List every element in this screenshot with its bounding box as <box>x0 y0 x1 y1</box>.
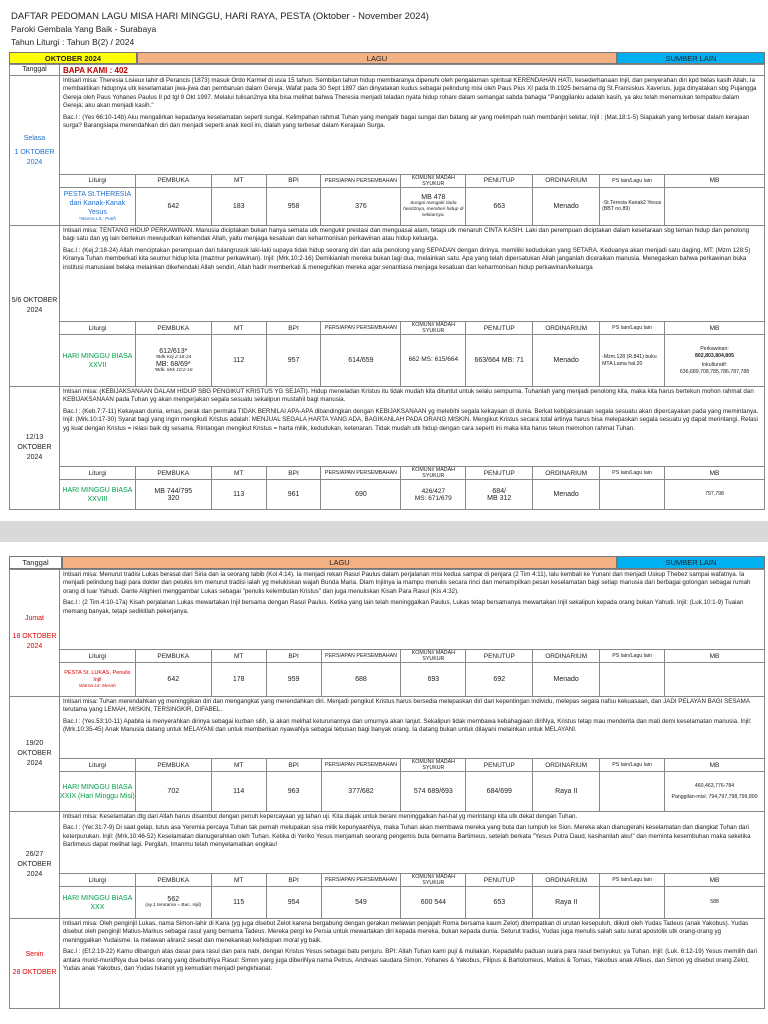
bpi-value: 963 <box>266 772 321 812</box>
month-label: OKTOBER 2024 <box>9 52 137 64</box>
persiapan-value: 688 <box>321 663 401 697</box>
penutup-value-2: MB 312 <box>487 494 512 502</box>
date-value: 19/20 OKTOBER 2024 <box>17 740 52 767</box>
komuni-header: KOMUNI/ MADAH SYUKUR <box>401 174 466 187</box>
entry-text <box>59 226 764 322</box>
entry-date <box>10 570 60 697</box>
pembuka-value: 642 <box>135 663 211 697</box>
song-header-row <box>10 467 765 480</box>
komuni-header: KOMUNI/ MADAH SYUKUR <box>401 467 466 480</box>
bpi-value: 959 <box>266 663 321 697</box>
mb-cell <box>664 335 764 387</box>
intisari-misa: Intisari misa: Oleh penginjil Lukas, nama Simon-lahir di Kana (yg juga disebut Zelot karena bergabung dengan gerakan melawan penjajah Roma bersama kaum Zelot) ditempatkan di urutan kesepuluh, diikuti oleh Yudas Tadeus (anak Yakobus). Yudas disebut oleh penginjil Matius-Markus sebagai rasul yang bernama Tadeus. Mereka pergi ke Persia untuk mewartakan diri kepada mereka, bukan kepada dunia. Seturut tradisi, Yudas juga menulis salah satu surat apostolik utk orang-orang yg meninggalkan Yudaisme. Ia melawan aliran2 sesat dan menekankan kehidupan moral yg baik. <box>62 920 749 944</box>
date-day: Senin <box>25 950 44 958</box>
mb-header: MB <box>664 467 764 480</box>
liturgi-header: Liturgi <box>59 174 135 187</box>
liturgi-cell <box>59 663 135 697</box>
liturgical-year: Tahun Liturgi : Tahun B(2) / 2024 <box>11 37 135 47</box>
ordinarium-header: ORDINARIUM <box>533 759 600 772</box>
entry-date <box>10 76 60 226</box>
penutup-cell <box>466 480 533 510</box>
liturgi-header: Liturgi <box>59 650 135 663</box>
song-header-row <box>10 174 765 187</box>
bacaan: Bac.I : (Kej.2:18-24) Allah menciptakan perempuan dari tulangrusuk laki-laki supaya tidak hidup seorang diri dan ada penolong yang SEPADAN dengan dirinya, memiliki kedudukan yang SETARA. Keduanya akan menjadi satu daging. MT: (Mzm 128:5) Kiranya Tuhan memberkati kita seumur hidup kita (mazmur perkawinan). Injil: (Mrk.10:2-16) Demikianlah mereka bukan lagi dua, melainkan satu. Apa yang telah dipersatukan Allah janganlah diceraikan manusia. Menegaskan bahwa perkawinan buka institusi manusiawi belaka melainkan dikehendaki Allah sendiri, Allah hadir memberkati & meneguhkan mereka agar senantiasa menjaga kesatuan dan keharmonisan hidup perkawinan/keluarga <box>62 246 751 271</box>
ps-value <box>600 663 665 697</box>
ps-header: PS lain/Lagu lain <box>600 759 665 772</box>
persiapan-value: 690 <box>321 480 401 510</box>
entry-date <box>10 697 60 812</box>
date-value: 12/13 OKTOBER 2024 <box>17 434 52 461</box>
penutup-header: PENUTUP <box>466 759 533 772</box>
intisari-misa: Intisari misa: TENTANG HIDUP PERKAWINAN. Manusia diciptakan bukan hanya semata utk mengukir prestasi dan menguasai alam, tetapi utk menaruh CINTA KASIH. Laki dan perempuan diciptakan dalam kesetaraan sbg teman hidup dan penolong bagi satu dan yg lain bertekun mewujudkan kehendak Allah, yaitu menjaga kesatuan dan keharmonisan perkawinan atau hidup keluarga. <box>62 227 750 243</box>
ordinarium-value: Menado <box>533 187 600 225</box>
tanggal-header: Tanggal <box>10 65 60 76</box>
pembuka-cell <box>135 887 211 919</box>
mb-cell <box>665 772 765 812</box>
entry-intisari-row <box>10 919 765 1009</box>
lagu-group-label: LAGU <box>62 556 617 569</box>
mb-header: MB <box>664 174 764 187</box>
pembuka-note: *Bdk.Kej 2:18-24 <box>155 354 192 360</box>
ordinarium-header: ORDINARIUM <box>533 322 600 335</box>
document-header <box>0 0 768 49</box>
penutup-header: PENUTUP <box>466 650 533 663</box>
liturgi-header: Liturgi <box>59 874 135 887</box>
mt-value: 113 <box>211 480 266 510</box>
bacaan: Bac.I : (Keb.7:7-11) Kekayaan dunia, emas, perak dan permata TIDAK BERNILAI APA-APA dibandingkan dengan KEBIJAKSANAAN yg melebihi segala kekayaan di dunia. Berkat kebijaksanaan segala sesuatu akan dipercayakan pada yang memintanya. Injil: (Mrk.10:17-30) Syarat bagi yang ingin mengikuti Kristus adalah: MENJUAL SEGALA HARTA YANG ADA, BAGIKANLAH PADA ORANG MISKIN. Mengikut Kristus secara total artinya harus bisa melepaskan segala sesuatu yg dapat merintangi. Relasi yg kuat dengan Kristus = relasi baik dg sesama. Rintangan mengikut Kristus = harta milik, kedudukan, ketenaran. Tidak mudah utk hidup dengan cara seperti ini maka kita harus tekun memohon rahmat Tuhan. <box>62 407 759 432</box>
persiapan-header: PERSIAPAN PERSEMBAHAN <box>321 650 401 663</box>
komuni-cell <box>401 187 466 225</box>
mb-header: MB <box>665 759 765 772</box>
document-title: DAFTAR PEDOMAN LAGU MISA HARI MINGGU, HARI RAYA, PESTA (Oktober - November 2024) <box>11 11 429 22</box>
pembuka-value-2: MB: 68/69* <box>155 360 191 368</box>
ps-value <box>600 887 665 919</box>
bpi-value: 961 <box>266 480 321 510</box>
pembuka-value-2: 320 <box>167 494 180 502</box>
mt-value: 112 <box>211 335 266 387</box>
song-header-row <box>10 874 765 887</box>
penutup-header: PENUTUP <box>466 874 533 887</box>
entry-date <box>10 919 60 1009</box>
komuni-value: MB 478 <box>421 193 446 201</box>
ordinarium-header: ORDINARIUM <box>533 650 600 663</box>
persiapan-header: PERSIAPAN PERSEMBAHAN <box>321 759 401 772</box>
entry-intisari-row <box>10 387 765 467</box>
pembuka-header: PEMBUKA <box>135 322 211 335</box>
schedule-table-2 <box>9 569 765 1009</box>
intisari-misa: Intisari misa: Menurut tradisi Lukas berasal dari Siria dan ia seorang tabib (Kol.4:14). Ia menjadi rekan Rasul Paulus dalam perjalanan misi kedua sampai di penjara (2 Tim 4:11), lalu kembali ke Yunani dan menjadi Uskup Thebez sampai wafatnya. Ia menjadi pelindung bagi para dokter dan pelukis krn menurut tradisi ialah yg melukiskan wajah Bunda Maria. Dlam Injilnya ia mampu menulis secara rinci dan menampilkan pesan keselamatan bagi setiap manusia dari berbagai golongan sebagai rumah orang di luar Yahudi. Dante Alighieri menggambar Lukas sebagai "penulis kelembutan Kristus" dan juga menuliskan Kisah Para Rasul (Kis.4:32). <box>62 571 751 595</box>
mt-header: MT <box>211 759 266 772</box>
persiapan-value: 614/659 <box>321 335 401 387</box>
liturgi-header: Liturgi <box>59 322 135 335</box>
komuni-value: 574 689/693 <box>401 772 466 812</box>
ps-value: -Mzm.128 (R.841) buku MTA Lama hal.20 <box>600 335 665 387</box>
entry-date <box>10 812 60 919</box>
pembuka-value: 642 <box>135 187 211 225</box>
ps-header: PS lain/Lagu lain <box>600 650 665 663</box>
ordinarium-value: Raya II <box>533 887 600 919</box>
bpi-value: 954 <box>266 887 321 919</box>
intisari-misa: Intisari misa: (KEBIJAKSANAAN DALAM HIDUP SBG PENGIKUT KRISTUS YG SEJATI). Hidup meneladan Kristus itu tidak mudah kita dituntut untuk selalu sempurna. Tuhanlah yang menjadi penolong kita, maka kita harus bertekun mohon rahmat dan KEBIJAKSANAAN pada Tuhan yg akan mengerjakan segala sesuatu sekalipun mustahil bagi manusia. <box>62 388 754 404</box>
pembuka-value: MB 744/795 <box>154 487 193 495</box>
komuni-value: 693 <box>401 663 466 697</box>
komuni-value: 600 544 <box>401 887 466 919</box>
bpi-value: 957 <box>266 335 321 387</box>
sumber-lain-label: SUMBER LAIN <box>617 52 765 64</box>
ps-header: PS lain/Lagu lain <box>600 174 665 187</box>
persiapan-header: PERSIAPAN PERSEMBAHAN <box>321 174 401 187</box>
komuni-value-2: MS: 671/679 <box>414 494 452 502</box>
entry-intisari-row <box>10 570 765 650</box>
date-value: 28 OKTOBER <box>12 968 57 976</box>
date-value: 18 OKTOBER 2024 <box>12 633 57 650</box>
pembuka-value: 562 <box>167 896 180 903</box>
liturgi-name: PESTA St.THERESIA dari Kanak-Kanak Yesus <box>63 190 132 216</box>
bpi-value: 958 <box>266 187 321 225</box>
column-group-header <box>9 556 765 569</box>
song-header-row <box>10 322 765 335</box>
pembuka-header: PEMBUKA <box>135 467 211 480</box>
liturgi-header: Liturgi <box>59 467 135 480</box>
song-values-row <box>10 663 765 697</box>
lagu-group-label: LAGU <box>137 52 617 64</box>
date-day: Selasa <box>23 134 46 142</box>
schedule-table-1 <box>9 64 765 510</box>
bpi-header: BPI <box>266 650 321 663</box>
persiapan-value: 377/682 <box>321 772 401 812</box>
pembuka-cell <box>135 335 211 387</box>
ordinarium-header: ORDINARIUM <box>533 874 600 887</box>
mt-header: MT <box>211 650 266 663</box>
pembuka-cell <box>135 480 211 510</box>
pembuka-header: PEMBUKA <box>135 759 211 772</box>
pembuka-value: 702 <box>135 772 211 812</box>
mt-header: MT <box>211 467 266 480</box>
mb-value <box>664 187 764 225</box>
penutup-value: 663/664 MB: 71 <box>466 335 533 387</box>
song-header-row <box>10 650 765 663</box>
tanggal-header: Tanggal <box>9 556 62 569</box>
mt-value: 115 <box>211 887 266 919</box>
liturgi-header: Liturgi <box>59 759 135 772</box>
pembuka-header: PEMBUKA <box>135 650 211 663</box>
mb-value: 588 <box>665 887 765 919</box>
ordinarium-header: ORDINARIUM <box>533 174 600 187</box>
liturgi-name: PESTA St. LUKAS, Penulis Injil <box>64 669 131 683</box>
column-group-header <box>9 52 765 64</box>
liturgi-name: HARI MINGGU BIASA XXIX (Hari Minggu Misi) <box>59 772 135 812</box>
ps-value <box>600 772 665 812</box>
entry-intisari-row <box>10 76 765 175</box>
mb-value: 460,463,776-784 <box>694 783 735 789</box>
pembuka-value: 612/613* <box>159 347 188 355</box>
ordinarium-value: Raya II <box>533 772 600 812</box>
persiapan-value: 549 <box>321 887 401 919</box>
entry-text <box>59 387 764 467</box>
komuni-header: KOMUNI/ MADAH SYUKUR <box>401 874 466 887</box>
pembuka-header: PEMBUKA <box>135 874 211 887</box>
penutup-value: 653 <box>466 887 533 919</box>
bpi-header: BPI <box>266 322 321 335</box>
mb-value <box>665 663 765 697</box>
date-value: 26/27 OKTOBER 2024 <box>17 851 52 878</box>
ps-value <box>600 480 665 510</box>
komuni-header: KOMUNI/ MADAH SYUKUR <box>401 322 466 335</box>
tanggal-header-row <box>10 65 765 76</box>
mb-value: 797,798 <box>664 480 764 510</box>
mb-header: MB <box>665 874 765 887</box>
komuni-value: 662 MS: 615/664 <box>401 335 466 387</box>
penutup-value: 692 <box>466 663 533 697</box>
mt-header: MT <box>211 174 266 187</box>
penutup-header: PENUTUP <box>466 174 533 187</box>
ordinarium-header: ORDINARIUM <box>533 467 600 480</box>
ordinarium-value: Menado <box>533 663 600 697</box>
ps-header: PS lain/Lagu lain <box>600 467 665 480</box>
song-values-row <box>10 887 765 919</box>
intisari-misa: Intisari misa: Theresia Lisieux lahir di Perancis (1873) masuk Ordo Karmel di usia 15 tahun. Sembilan tahun hidup membiaranya dipenuhi oleh pengalaman spiritual KERENDAHAN HATI, kesederhanaan Injil, dan penyerahan diri kpd belas kasih Allah. Ia membaktikan hidupnya utk keselamatan jiwa-jiwa dan pembaruan dalam Gereja. Wafat pada 30 Sept 1897 dan dinyatakan kudus sebagai pelindung misi oleh Paus Pius XI pada th.1925 bersama dg St.Fransiskus Xaverius, juga dinyatakan sbg Pujangga Gereja oleh Paus Yohanes Paulus II pd tgl 9 Okt 1997. Melalui tulisan2nya kita bisa melihat bahwa Theresia menjadi teladan nyata hidup rohani dalam semangat sabda bahagia "Panggilanku adalah kasih, ya aku telah menemukan tempatku dalam Gereja; aku akan menjadi kasih." <box>62 77 757 110</box>
mb-label: Perkawinan: <box>700 346 729 352</box>
song-header-row <box>10 759 765 772</box>
sumber-lain-label: SUMBER LAIN <box>617 556 765 569</box>
penutup-value: 663 <box>466 187 533 225</box>
bacaan: Bac.I : (Ef.2:19-22) Kamu dibangun atas dasar para rasul dan para nabi, dengan Kristus Yesus sebagai batu penjuru. BPI: Allah Tuhan kami puji & muliakan. KepadaMu paduan suara para rasul bersyukur, ya Tuhan. Injil: (Luk. 6:12-19) Yesus memilih dari antara murid-muridNya dua belas orang yang disebutNya Rasul: Simon yang juga diberiNya nama Petrus, Andreas saudara Simon, Yohanes & Yakobus, Filipus & Bartolomeus, Matius & Tomas, Yakobus anak Alfeus, dan Simon yg disebut orang Zelot, Yudas anak Yakobus, dan Yudas Iskariot yg kemudian menjadi pengkhianat. <box>62 948 758 973</box>
ordinarium-value: Menado <box>533 335 600 387</box>
ps-value: -St.Teresia Kanak2 Yesus (BBT no.89) <box>600 187 665 225</box>
bacaan: Bac.I : (Yes 66:10-14b) Aku mengalirkan kepadanya keselamatan seperti sungai. Kelimpahan rahmat Tuhan yang mengalir bagai sungai dan batang air yang melimpah ruah membanjiri sekitar. Injil : (Mat.18:1-5) Siapakah yang terbesar dalam kerajaan surga? Barangsiapa merendahkan diri dan menjadi seperti anak kecil ini, dialah yang terbesar dalam Kerajaan Surga. <box>62 113 750 130</box>
komuni-value: 426/427 <box>421 487 446 495</box>
komuni-cell <box>401 480 466 510</box>
penutup-value: 684/ <box>492 487 507 495</box>
pembuka-header: PEMBUKA <box>135 174 211 187</box>
mt-value: 114 <box>211 772 266 812</box>
mt-header: MT <box>211 874 266 887</box>
penutup-value: 684/699 <box>466 772 533 812</box>
penutup-header: PENUTUP <box>466 467 533 480</box>
entry-date <box>10 226 60 387</box>
komuni-header: KOMUNI/ MADAH SYUKUR <box>401 650 466 663</box>
intisari-misa: Intisari misa: Keselamatan dtg dari Allah harus disambut dengan penuh kepercayaan yg tahan uji. Kita diajak untuk berani meninggalkan hal-hal yg merintangi kita utk dekat dengan Tuhan. <box>62 813 578 820</box>
entry-intisari-row <box>10 226 765 322</box>
bacaan: Bac.I : (Yer.31:7-9) Di saat gelap, tutus asa Yeremia percaya Tuhan tak pernah melupakan sisa milik kepunyaanNya, maka Tuhan akan membawa mereka yang buta dan lumpuh ke Sion. Mereka akan dianugerahi keselamatan dan diangkat Tuhan dari keterpurukan. Injil: (Mrk.10:46-52) Keselamatan dianugerahkan oleh Tuhan. Ketika di Yeriko Yesus menjamah seorang pengemis buta bernama Bartimeus, setelah berkata "Yesus Putra Daud, kasihanilah aku!" dan meminta kesembuhan maka seketika Bartimeus dapat melihat lagi. Pergilah, Imanmu telah menyelamatkan engkau! <box>62 824 751 849</box>
persiapan-header: PERSIAPAN PERSEMBAHAN <box>321 322 401 335</box>
song-values-row <box>10 480 765 510</box>
entry-text <box>59 697 764 759</box>
mb-header: MB <box>664 322 764 335</box>
komuni-header: KOMUNI/ MADAH SYUKUR <box>401 759 466 772</box>
persiapan-value: 376 <box>321 187 401 225</box>
liturgi-name: HARI MINGGU BIASA XXVII <box>59 335 135 387</box>
entry-text <box>59 76 764 175</box>
mt-value: 178 <box>211 663 266 697</box>
page-2 <box>0 542 768 1024</box>
date-value: 5/6 OKTOBER 2024 <box>11 297 58 314</box>
date-value: 1 OKTOBER 2024 <box>14 148 55 166</box>
bacaan: Bac.I : (Yes.53:10-11) Apabila ia menyerahkan dirinya sebagai kurban silih, ia akan melihat keturunannya dan umurnya akan lanjut. Sekalipun tidak membawa kebahagiaan diriNya, Kristus tetap mau menderita dan mati demi keselamatan manusia. Injil: (Mrk.10:35-45) Anak Manusia datang untuk MELAYANI dan untuk memberikan nyawaNya sebagai tebusan bagi banyak orang. Ia datang bukan untuk dilayani melainkan untuk MELAYANI. <box>62 717 752 734</box>
pembuka-note-2: *Bdk. Mrk 10:2-16 <box>154 367 193 373</box>
bpi-header: BPI <box>266 467 321 480</box>
bapa-kami: BAPA KAMI : 402 <box>59 65 764 76</box>
song-values-row <box>10 772 765 812</box>
mb-value-2: 636,689,708,785,786,787,788 <box>679 368 750 375</box>
mb-header: MB <box>665 650 765 663</box>
liturgi-cell <box>59 187 135 225</box>
ps-header: PS lain/Lagu lain <box>600 874 665 887</box>
persiapan-header: PERSIAPAN PERSEMBAHAN <box>321 467 401 480</box>
komuni-note: Sungai mengalir tiada henti2nya, memberi hidup di sekitarnya. <box>403 200 464 218</box>
bpi-header: BPI <box>266 759 321 772</box>
mt-header: MT <box>211 322 266 335</box>
entry-text <box>59 919 764 1009</box>
entry-text <box>59 570 764 650</box>
penutup-header: PENUTUP <box>466 322 533 335</box>
mb-value-2: Panggilan-misi: 794,797,798,799,800 <box>671 793 758 800</box>
bpi-header: BPI <box>266 174 321 187</box>
liturgi-name: HARI MINGGU BIASA XXVIII <box>59 480 135 510</box>
song-values-row <box>10 187 765 225</box>
bacaan: Bac.I : (2 Tim.4:10-17a) Kisah perjalanan Lukas mewartakan Injil bersama dengan Rasul Paulus. Ketika yang lain telah meninggalkan Paulus, Lukas tetap bersamanya mewartakan Injil sekalipun kepada orang bukan Yahudi. Injil: (Luk.10:1-9) Tuaian memang banyak, tetapi sedikitlah pekerjanya. <box>62 599 744 615</box>
ordinarium-value: Menado <box>533 480 600 510</box>
mb-value: 802,803,804,805 <box>695 352 734 359</box>
entry-intisari-row <box>10 697 765 759</box>
ps-header: PS lain/Lagu lain <box>600 322 665 335</box>
entry-intisari-row <box>10 812 765 874</box>
song-values-row <box>10 335 765 387</box>
pembuka-note: (ay.1 terutama = Bac. Injil) <box>145 903 202 908</box>
liturgi-name: HARI MINGGU BIASA XXX <box>59 887 135 919</box>
intisari-misa: Intisari misa: Tuhan merendahkan yg meninggikan diri dan mengangkat yang merendahkan diri. Menjadi pengikut Kristus harus bersedia melepaskan diri dari kepentingan individu, melepas segala nafsu kekuasaan, dan JADI PELAYAN BAGI SESAMA terutama yang LEMAH, MISKIN, TERSINGKIR, DIFABEL. <box>62 698 750 714</box>
mb-label-2: Inkulturatif: <box>701 362 728 368</box>
mt-value: 183 <box>211 187 266 225</box>
persiapan-header: PERSIAPAN PERSEMBAHAN <box>321 874 401 887</box>
date-day: Jumat <box>24 615 44 622</box>
entry-date <box>10 387 60 510</box>
parish-name: Paroki Gembala Yang Baik - Surabaya <box>11 24 157 34</box>
liturgi-color-note: Warna Lit: Merah <box>79 683 116 689</box>
bpi-header: BPI <box>266 874 321 887</box>
liturgi-color-note: *Warna Lit.: Putih <box>78 216 117 222</box>
entry-text <box>59 812 764 874</box>
